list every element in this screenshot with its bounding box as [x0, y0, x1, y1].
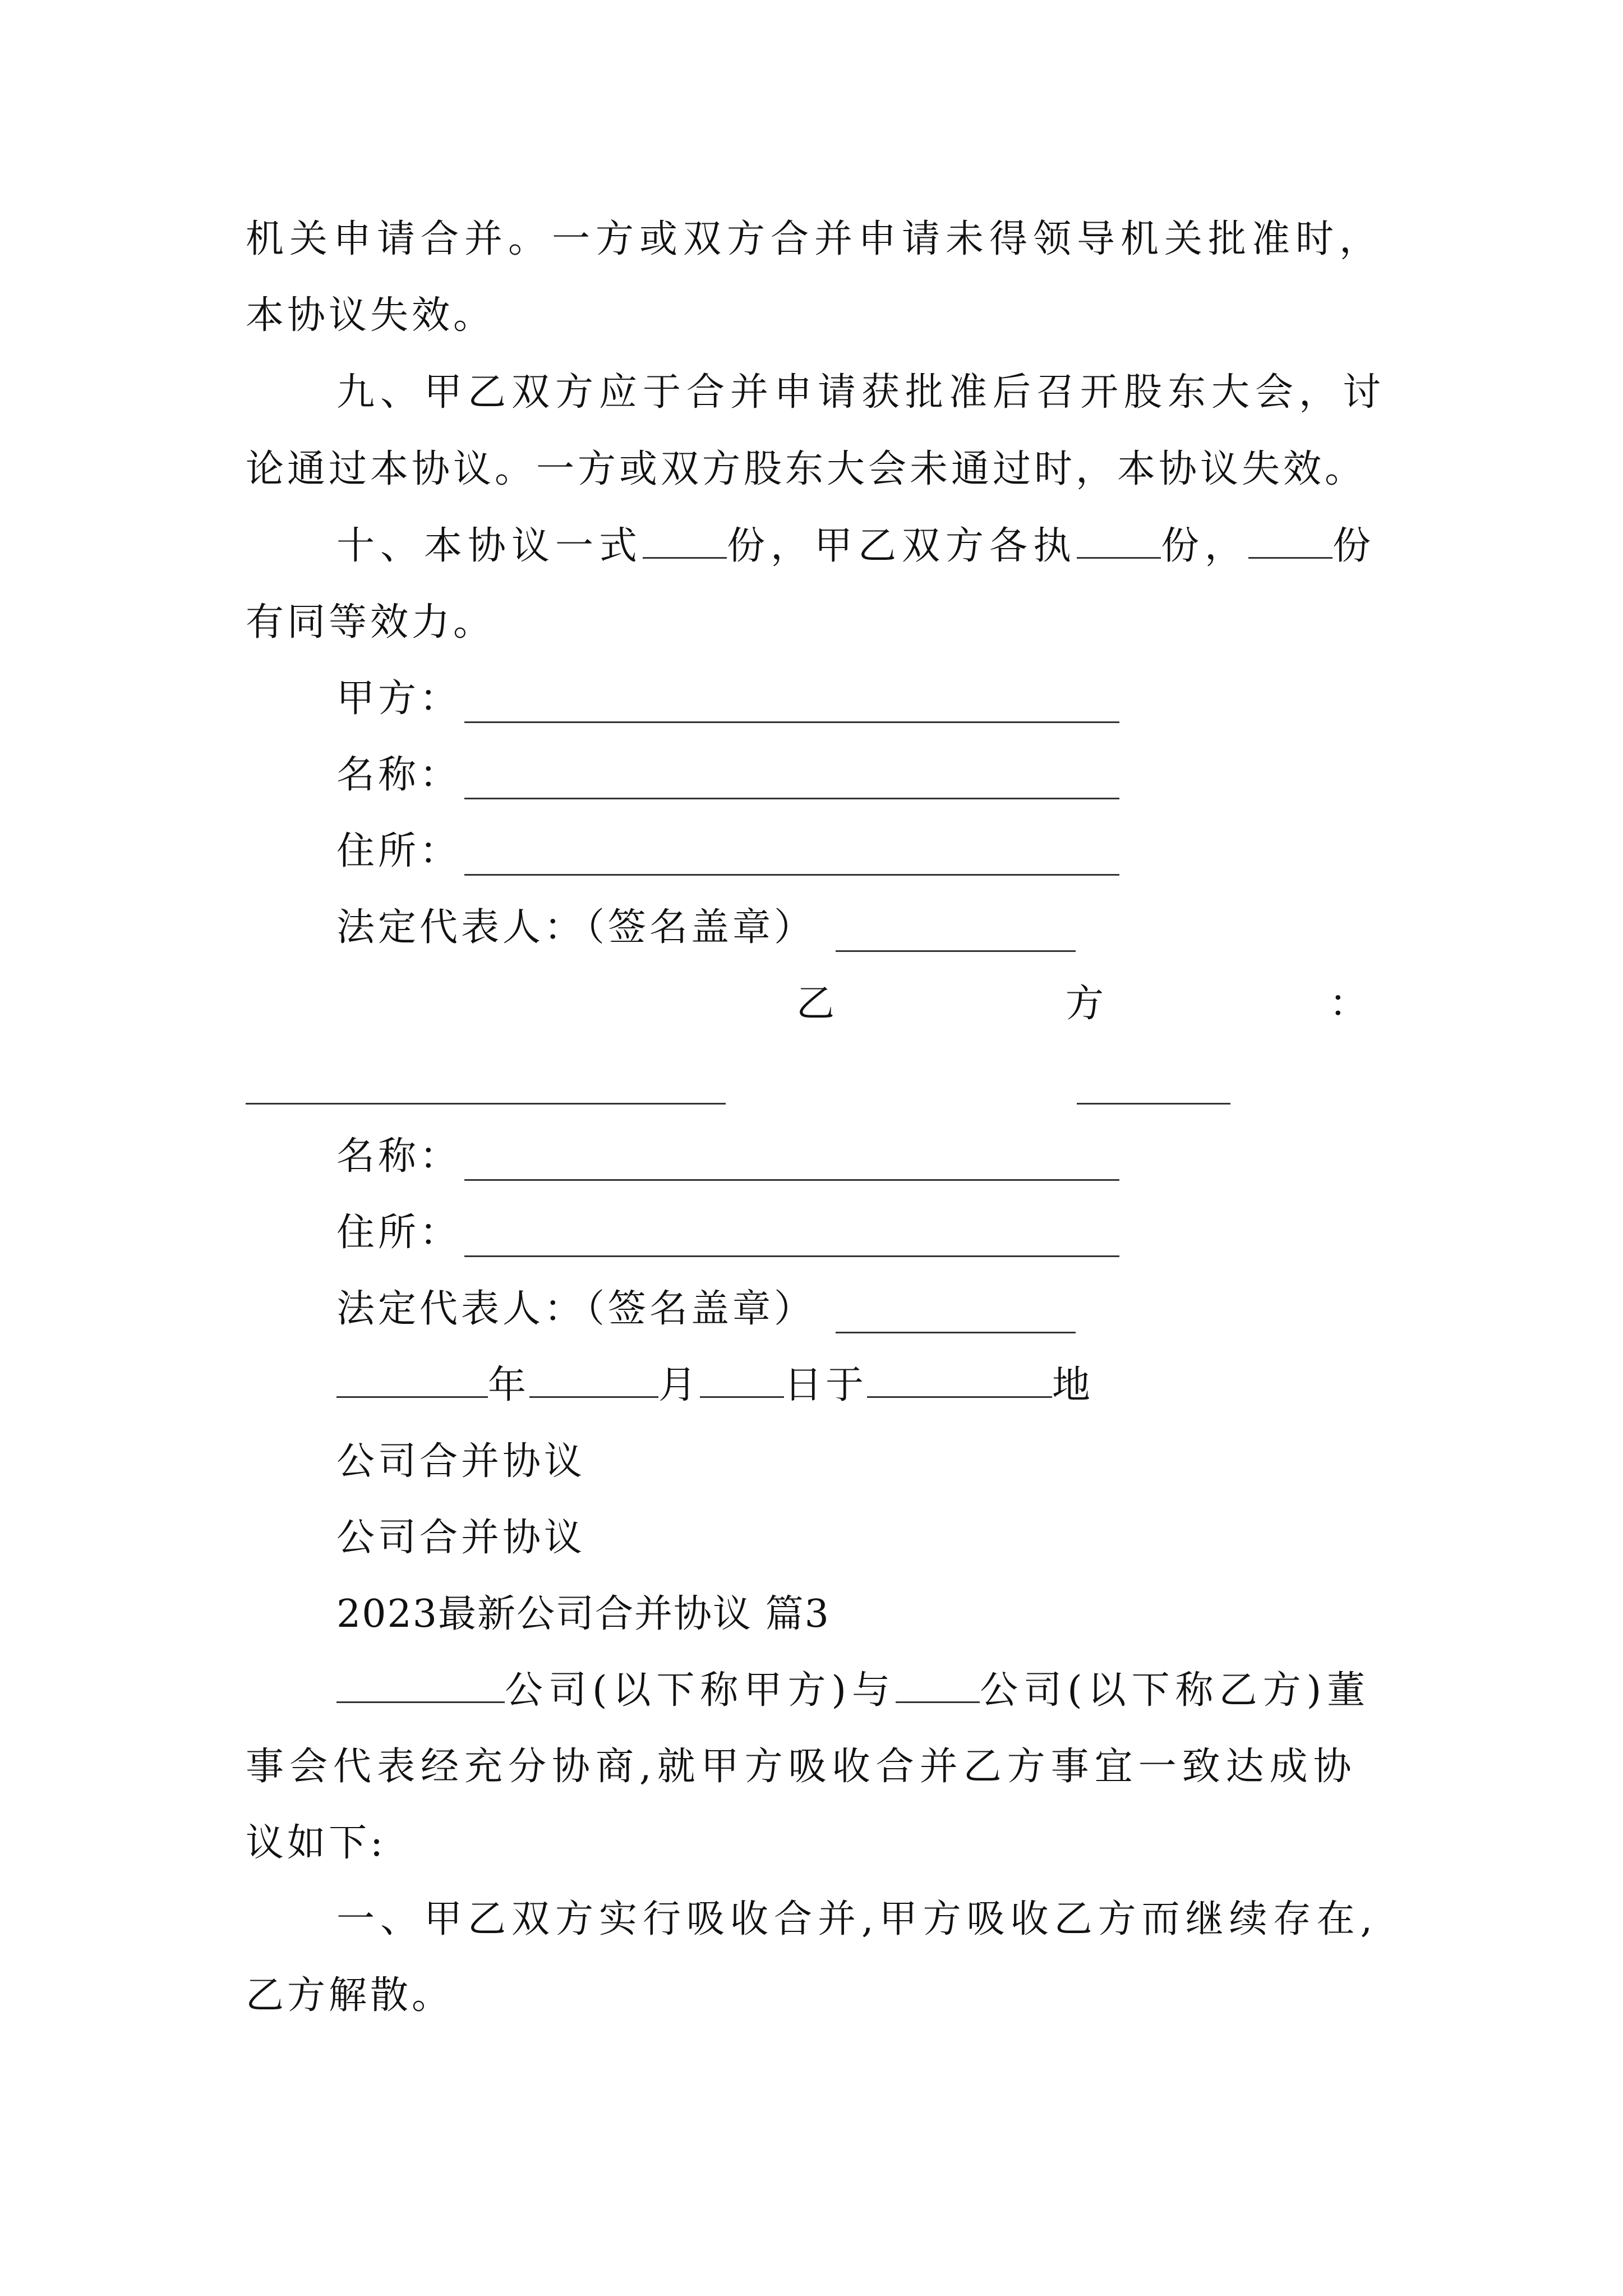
heading-1: 公司合并协议: [336, 1439, 586, 1484]
party-a-blank: [464, 721, 1119, 723]
paragraph-10-text-4: 份: [1332, 524, 1377, 568]
party-a-rep-blank: [836, 950, 1076, 952]
intro-text-2: 公司(以下称乙方)董: [980, 1668, 1371, 1713]
paragraph-10-text-2: 份，甲乙双方各执: [727, 524, 1077, 568]
intro-line-1: [336, 1665, 1371, 1716]
place-blank: [867, 1363, 1052, 1398]
paragraph-10-line-2: 有同等效力。: [246, 600, 495, 645]
party-a-company-blank: [336, 1668, 505, 1703]
party-b-blank-left: [246, 1103, 726, 1105]
copies-total-blank: [643, 523, 727, 559]
party-a-address-label: 住所：: [336, 829, 462, 873]
party-b-address-label: 住所：: [336, 1211, 462, 1255]
party-b-name-label: 名称：: [336, 1134, 462, 1179]
paragraph-9-line-2: 论通过本协议。一方或双方股东大会未通过时，本协议失效。: [246, 447, 1367, 491]
party-a-rep-label: 法定代表人：（签名盖章）: [336, 905, 816, 950]
party-a-address-blank: [464, 874, 1119, 876]
paragraph-10-text-3: 份，: [1161, 524, 1249, 568]
copies-each-blank: [1077, 523, 1161, 559]
paragraph-9-line-1: 九、甲乙双方应于合并申请获批准后召开股东大会，讨: [336, 370, 1387, 415]
party-b-rep-blank: [836, 1332, 1076, 1333]
paragraph-8-line-1: 机关申请合并。一方或双方合并申请未得领导机关批准时，: [246, 217, 1384, 261]
party-b-char-1: 乙: [796, 982, 838, 1026]
day-blank: [700, 1363, 784, 1398]
party-b-address-blank: [464, 1255, 1119, 1257]
party-b-company-blank: [896, 1668, 980, 1703]
intro-text-1: 公司(以下称甲方)与: [505, 1668, 896, 1713]
intro-line-3: 议如下:: [246, 1821, 386, 1865]
party-b-blank-right: [1077, 1103, 1230, 1105]
paragraph-10-text-1: 十、本协议一式: [336, 524, 643, 568]
party-b-colon: ：: [1329, 982, 1371, 1026]
paragraph-10-line-1: [336, 521, 1376, 572]
place-label: 地: [1052, 1363, 1094, 1407]
article-1-line-2: 乙方解散。: [246, 1973, 454, 2018]
copies-other-blank: [1248, 523, 1332, 559]
month-label: 月: [658, 1363, 700, 1407]
year-label: 年: [488, 1363, 530, 1407]
year-blank: [336, 1363, 488, 1398]
section-title: 2023最新公司合并协议 篇3: [336, 1592, 830, 1636]
party-a-label: 甲方：: [336, 677, 462, 721]
party-a-name-blank: [464, 798, 1119, 799]
month-blank: [529, 1363, 658, 1398]
party-b-name-blank: [464, 1179, 1119, 1181]
party-b-rep-label: 法定代表人：（签名盖章）: [336, 1287, 816, 1331]
date-line: [336, 1360, 1094, 1411]
day-at-label: 日于: [784, 1363, 868, 1407]
party-b-char-2: 方: [1066, 982, 1108, 1026]
intro-line-2: 事会代表经充分协商,就甲方吸收合并乙方事宜一致达成协: [246, 1745, 1357, 1789]
paragraph-8-line-2: 本协议失效。: [246, 293, 495, 338]
heading-2: 公司合并协议: [336, 1516, 586, 1560]
article-1-line-1: 一、甲乙双方实行吸收合并,甲方吸收乙方而继续存在,: [336, 1897, 1378, 1941]
party-a-name-label: 名称：: [336, 753, 462, 797]
